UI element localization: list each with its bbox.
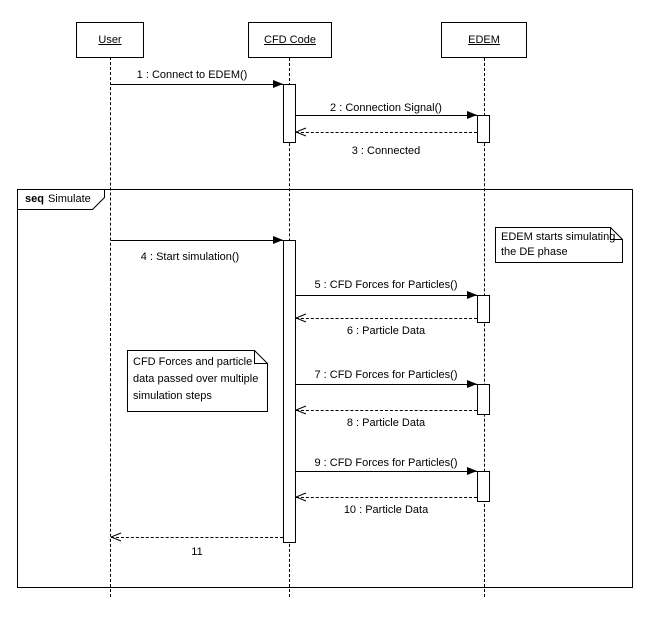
actor-label-edem: EDEM bbox=[468, 34, 500, 46]
message-7-arrowhead-icon bbox=[467, 380, 477, 388]
message-2-label: 2 : Connection Signal() bbox=[330, 102, 442, 114]
actor-label-cfd-code: CFD Code bbox=[264, 34, 316, 46]
message-9-label: 9 : CFD Forces for Particles() bbox=[314, 457, 458, 469]
activation-cfd-1 bbox=[283, 84, 296, 143]
message-10-line bbox=[296, 497, 477, 498]
message-9-arrowhead-icon bbox=[467, 467, 477, 475]
activation-edem-4 bbox=[477, 471, 490, 502]
actor-box-user bbox=[76, 22, 144, 58]
note-cfd-line-2: data passed over multiple bbox=[133, 373, 259, 385]
note-cfd-text bbox=[133, 354, 258, 405]
message-2-arrowhead-icon bbox=[467, 111, 477, 119]
seq-name: Simulate bbox=[47, 193, 91, 205]
actor-label-user: User bbox=[98, 34, 122, 46]
activation-edem-3 bbox=[477, 384, 490, 415]
activation-edem-1 bbox=[477, 115, 490, 143]
note-edem-line-2: the DE phase bbox=[501, 246, 568, 258]
message-1-line bbox=[111, 84, 283, 85]
seq-operator: seq bbox=[25, 193, 44, 205]
note-edem-text bbox=[501, 230, 615, 260]
actor-box-cfd-code bbox=[248, 22, 332, 58]
message-11-arrowhead-icon bbox=[111, 532, 122, 542]
message-7-label: 7 : CFD Forces for Particles() bbox=[314, 369, 458, 381]
message-11-label: 11 bbox=[191, 546, 203, 558]
message-5-arrowhead-icon bbox=[467, 291, 477, 299]
activation-cfd-2 bbox=[283, 240, 296, 543]
message-8-line bbox=[296, 410, 477, 411]
message-1-label: 1 : Connect to EDEM() bbox=[136, 69, 248, 81]
message-9-line bbox=[296, 471, 477, 472]
message-8-arrowhead-icon bbox=[296, 405, 307, 415]
message-10-label: 10 : Particle Data bbox=[343, 504, 429, 516]
message-3-label: 3 : Connected bbox=[351, 145, 421, 157]
message-5-line bbox=[296, 295, 477, 296]
message-7-line bbox=[296, 384, 477, 385]
message-3-line bbox=[296, 132, 477, 133]
message-4-label: 4 : Start simulation() bbox=[140, 251, 240, 263]
message-1-arrowhead-icon bbox=[273, 80, 283, 88]
message-8-label: 8 : Particle Data bbox=[346, 417, 426, 429]
note-cfd-line-1: CFD Forces and particle bbox=[133, 356, 253, 368]
note-cfd-forces bbox=[127, 350, 268, 412]
seq-fragment-label bbox=[25, 193, 91, 205]
message-3-arrowhead-icon bbox=[296, 127, 307, 137]
message-11-line bbox=[111, 537, 283, 538]
message-5-label: 5 : CFD Forces for Particles() bbox=[314, 279, 458, 291]
note-edem-line-1: EDEM starts simulating bbox=[501, 231, 616, 243]
note-cfd-line-3: simulation steps bbox=[133, 390, 212, 402]
message-6-line bbox=[296, 318, 477, 319]
message-4-arrowhead-icon bbox=[273, 236, 283, 244]
message-4-line bbox=[111, 240, 283, 241]
activation-edem-2 bbox=[477, 295, 490, 323]
message-10-arrowhead-icon bbox=[296, 492, 307, 502]
message-2-line bbox=[296, 115, 477, 116]
note-edem-simulating bbox=[495, 227, 623, 263]
message-6-arrowhead-icon bbox=[296, 313, 307, 323]
message-6-label: 6 : Particle Data bbox=[346, 325, 426, 337]
actor-box-edem bbox=[441, 22, 527, 58]
